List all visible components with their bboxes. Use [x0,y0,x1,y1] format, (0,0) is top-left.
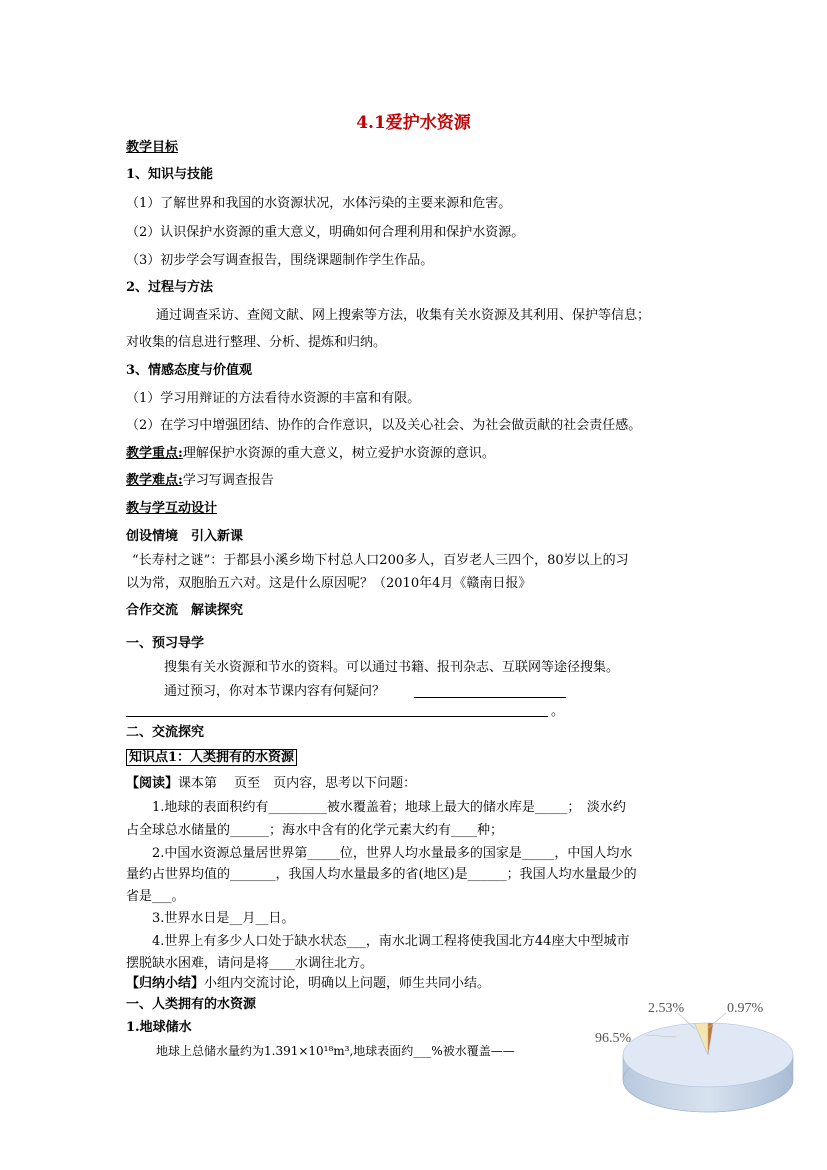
section-knowledge-skills: 1、知识与技能 [126,167,214,182]
section-attitude: 3、情感态度与价值观 [126,363,253,378]
earth-storage-text: 地球上总储水量约为1.391×10¹⁸m³,地球表面约___%被水覆盖—— [156,1044,515,1058]
question-line: 1.地球的表面积约有_________被水覆盖着；地球上最大的储水库是_____； 淡水约 [152,800,626,815]
preview-heading: 一、预习导学 [126,636,205,651]
read-label: 【阅读】 [126,776,179,791]
key-point-label: 教学重点: [126,446,183,461]
answer-blank-line [126,716,548,717]
difficult-point-label: 教学难点: [126,473,183,488]
section-water-resources-heading: 一、人类拥有的水资源 [126,997,257,1012]
section-process-method: 2、过程与方法 [126,280,214,295]
pie-label-freshwater: 0.97% [727,1001,764,1016]
preview-text-line: 搜集有关水资源和节水的资料。可以通过书籍、报刊杂志、互联网等途径搜集。 [164,660,620,675]
intro-text-line: “长寿村之谜”：于都县小溪乡坳下村总人口200多人，百岁老人三四个，80岁以上的习 [132,553,629,568]
page-title: 4.1爱护水资源 [356,113,471,133]
knowledge-point-title: 知识点1：人类拥有的水资源 [126,749,297,766]
goal-item: （2）在学习中增强团结、协作的合作意识，以及关心社会、为社会做贡献的社会责任感。 [126,418,642,433]
question-line: 省是___。 [126,889,185,904]
difficult-point-text: 学习写调查报告 [182,473,274,488]
goals-heading: 教学目标 [126,140,179,155]
knowledge-point-box [126,750,297,766]
preview-question: 通过预习，你对本节课内容有何疑问？ [164,684,386,699]
goal-item: （1）学习用辩证的方法看待水资源的丰富和有限。 [126,391,421,406]
intro-heading: 创设情境 引入新课 [126,529,244,544]
end-mark: 。 [551,704,565,719]
summary-text: 小组内交流讨论，明确以上问题，师生共同小结。 [204,976,491,991]
difficult-point [126,473,274,489]
pie-label-saltwater: 96.5% [595,1031,632,1046]
exchange-heading: 二、交流探究 [126,725,205,740]
question-line: 3.世界水日是__月__日。 [152,911,295,926]
summary [126,976,490,992]
question-line: 2.中国水资源总量居世界第_____位，世界人均水量最多的国家是_____，中国人均水 [152,846,633,861]
question-line: 量约占世界均值的_______，我国人均水量最多的省(地区)是______；我国人均水量最少的 [126,867,637,882]
goal-item: （2）认识保护水资源的重大意义，明确如何合理利用和保护水资源。 [126,225,525,240]
process-text-line: 通过调查采访、查阅文献、网上搜索等方法，收集有关水资源及其利用、保护等信息； [156,308,651,323]
question-line: 摆脱缺水困难，请问是将____水调往北方。 [126,956,374,971]
question-line: 4.世界上有多少人口处于缺水状态___，南水北调工程将使我国北方44座大中型城市 [152,934,630,949]
intro-text-line: 以为常，双胞胎五六对。这是什么原因呢？（2010年4月《赣南日报》 [126,576,532,591]
question-line: 占全球总水储量的______；海水中含有的化学元素大约有____种； [126,823,504,838]
key-point-text: 理解保护水资源的重大意义，树立爱护水资源的意识。 [182,446,495,461]
design-heading: 教与学互动设计 [126,501,218,516]
pie-label-glacier: 2.53% [648,1001,685,1016]
water-distribution-pie-chart [590,995,795,1135]
process-text-line: 对收集的信息进行整理、分析、提炼和归纳。 [126,335,387,350]
goal-item: （1）了解世界和我国的水资源状况，水体污染的主要来源和危害。 [126,196,512,211]
answer-blank-line [414,697,566,698]
key-point [126,446,495,462]
goal-item: （3）初步学会写调查报告，围绕课题制作学生作品。 [126,253,434,268]
reading-prompt [126,776,416,792]
earth-storage-heading: 1.地球储水 [126,1020,192,1035]
summary-label: 【归纳小结】 [126,976,205,991]
read-text: 课本第 页至 页内容，思考以下问题： [178,776,417,791]
cooperation-heading: 合作交流 解读探究 [126,603,244,618]
